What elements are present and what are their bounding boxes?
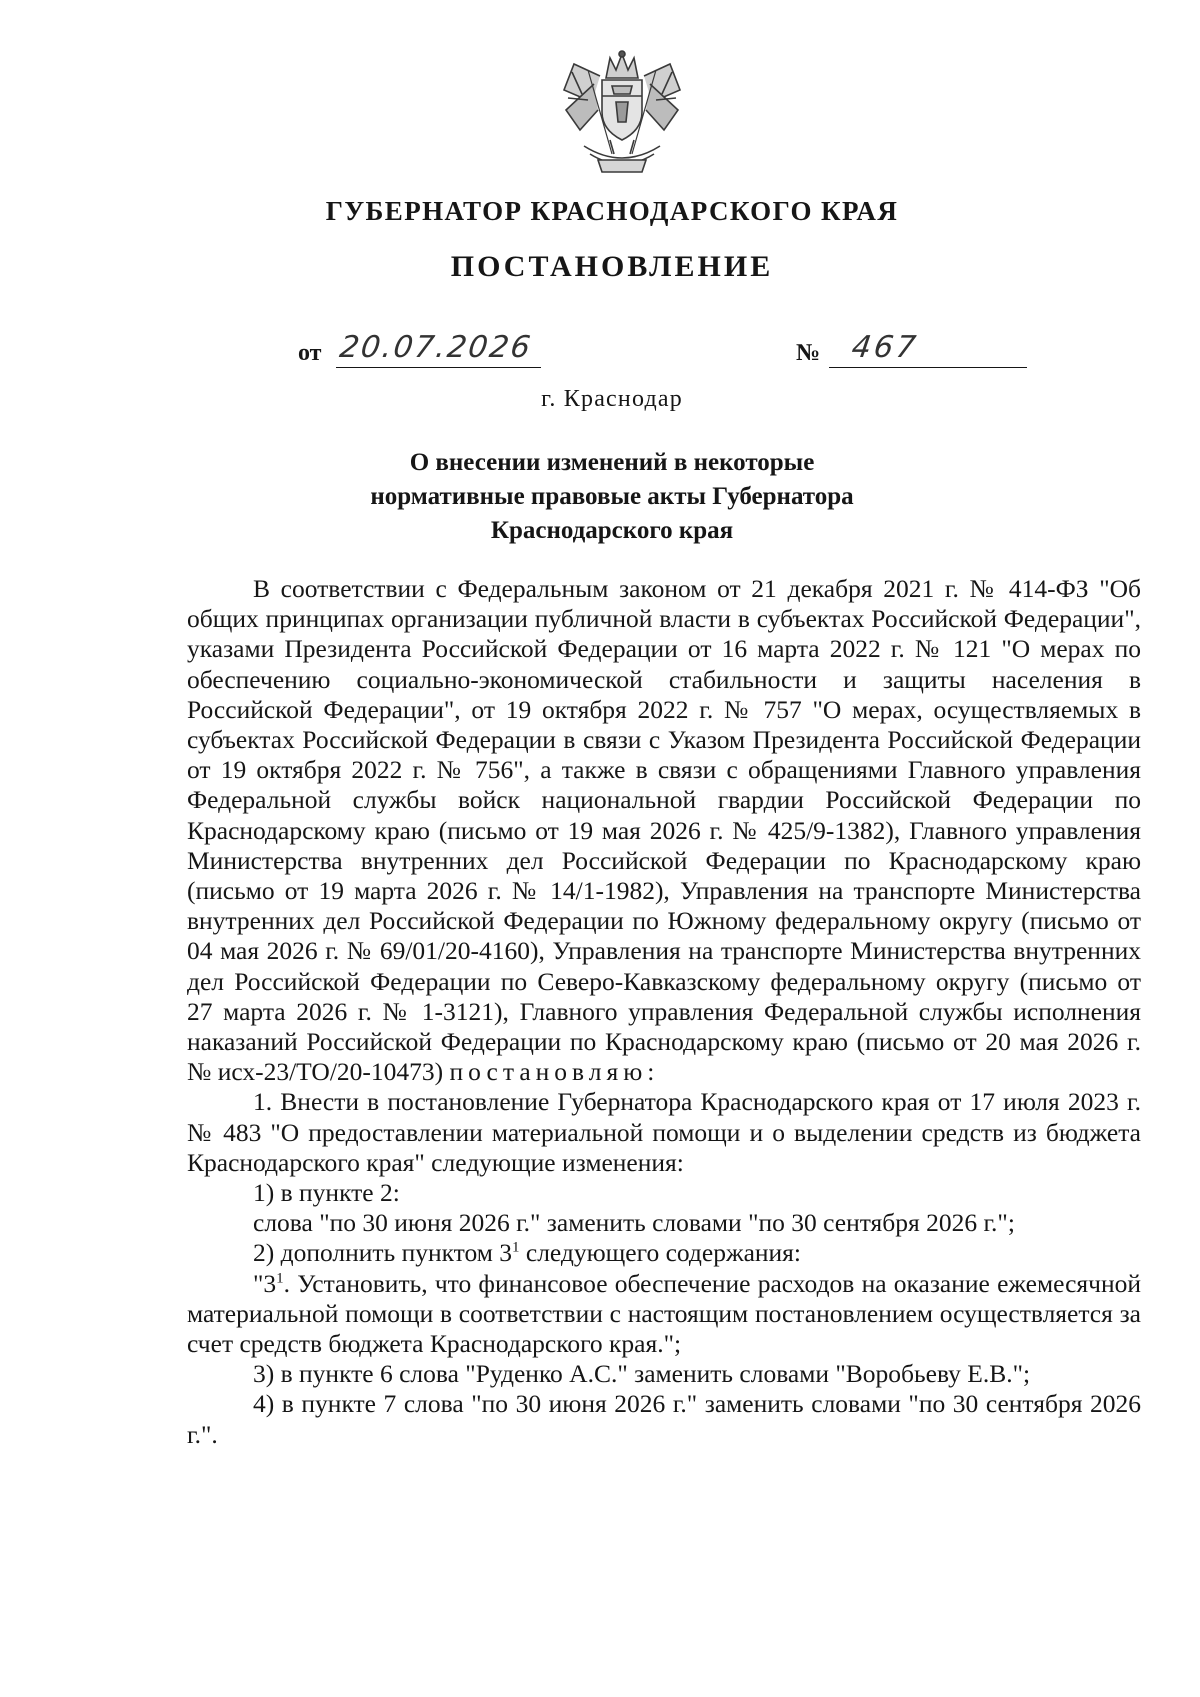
- subitem-3: 3) в пункте 6 слова "Руденко А.С." заменить словами "Воробьеву Е.В.";: [253, 1359, 1031, 1389]
- number-prefix: №: [796, 340, 821, 366]
- document-type: ПОСТАНОВЛЕНИЕ: [450, 250, 774, 283]
- quote-start: "3: [253, 1268, 277, 1298]
- subitem-2-text-end: следующего содержания:: [519, 1238, 801, 1268]
- document-number: [796, 330, 1036, 370]
- item-1: 1. Внести в постановление Губернатора Краснодарского края от 17 июля 2023 г. № 483 "О предоставлении материальной помощи и о выделении средств из бюджета Краснодарского края" следующие изменения:: [187, 1087, 1141, 1177]
- subitem-2-text: 2) дополнить пунктом 3: [253, 1238, 512, 1268]
- subitem-1-title: 1) в пункте 2:: [253, 1178, 400, 1208]
- quoted-clause: [187, 1269, 1141, 1360]
- preamble-paragraph: [187, 574, 1141, 1087]
- subitem-4: 4) в пункте 7 слова "по 30 июня 2026 г." заменить словами "по 30 сентября 2026 г.".: [187, 1389, 1141, 1449]
- number-underline: [829, 367, 1027, 368]
- subject-line: нормативные правовые акты Губернатора: [370, 483, 854, 510]
- subitem-2: [187, 1238, 1141, 1268]
- document-date: [298, 330, 548, 370]
- resolve-word: постановляю:: [449, 1057, 660, 1087]
- document-body: [187, 574, 1141, 1450]
- date-underline: [336, 367, 541, 368]
- coat-of-arms-icon: [554, 50, 690, 180]
- quote-text: . Установить, что финансовое обеспечение расходов на оказание ежемесячной материальной помощи в соответствии с настоящим постановлением осуществляется за счет средств бюджета Краснодарского края.";: [187, 1268, 1141, 1359]
- subitem-1-text: слова "по 30 июня 2026 г." заменить словами "по 30 сентября 2026 г.";: [253, 1208, 1015, 1238]
- superscript: 1: [276, 1270, 284, 1287]
- date-prefix: от: [298, 340, 322, 366]
- subject-line: О внесении изменений в некоторые: [409, 449, 815, 476]
- city: г. Краснодар: [541, 386, 683, 412]
- subject-line: Краснодарского края: [490, 517, 734, 544]
- preamble-text: В соответствии с Федеральным законом от 21 декабря 2021 г. № 414-ФЗ "Об общих принципах организации публичной власти в субъектах Российской Федерации", указами Президента Российской Федерации от 16 марта 2022 г. № 121 "О мерах по обеспечению социально-экономической стабильности и защиты населения в Российской Федерации", от 19 октября 2022 г. № 757 "О мерах, осуществляемых в субъектах Российской Федерации в связи с Указом Президента Российской Федерации от 19 октября 2022 г. № 756", а также в связи с обращениями Главного управления Федеральной службы войск национальной гвардии Российской Федерации по Краснодарскому краю (письмо от 19 мая 2026 г. № 425/9-1382), Главного управления Министерства внутренних дел Российской Федерации по Краснодарскому краю (письмо от 19 марта 2026 г. № 14/1-1982), Управления на транспорте Министерства внутренних дел Российской Федерации по Южному федеральному округу (письмо от 04 мая 2026 г. № 69/01/20-4160), Управления на транспорте Министерства внутренних дел Российской Федерации по Северо-Кавказскому федеральному округу (письмо от 27 марта 2026 г. № 1-3121), Главного управления Федеральной службы исполнения наказаний Российской Федерации по Краснодарскому краю (письмо от 20 мая 2026 г. № исх-23/ТО/20-10473): [187, 574, 1141, 1087]
- superscript: 1: [512, 1239, 520, 1256]
- number-value: 467: [849, 330, 921, 365]
- document-subject: [0, 446, 1200, 548]
- date-value: 20.07.2026: [337, 330, 535, 365]
- issuing-authority: ГУБЕРНАТОР КРАСНОДАРСКОГО КРАЯ: [325, 196, 899, 226]
